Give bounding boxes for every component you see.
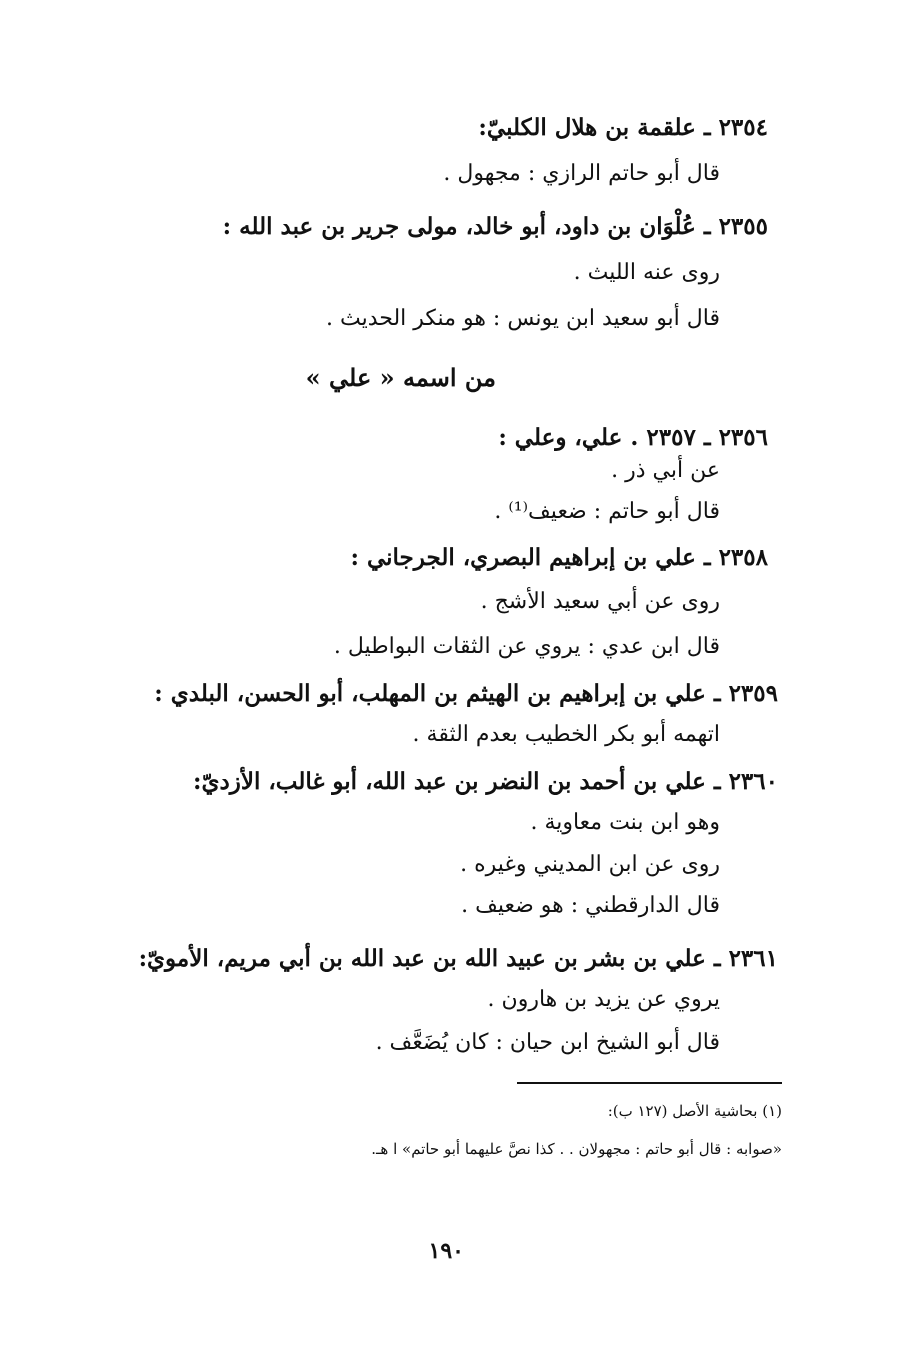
entry-text: اتهمه أبو بكر الخطيب بعدم الثقة . (412, 722, 720, 747)
entry-text: قال أبو حاتم الرازي : مجهول . (443, 161, 720, 186)
entry-text: قال أبو حاتم : ضعيف⁽¹⁾ . (494, 499, 720, 524)
entry-text: قال الدارقطني : هو ضعيف . (461, 893, 720, 918)
entry-text: يروي عن يزيد بن هارون . (487, 987, 720, 1012)
entry-heading: ٢٣٦١ ـ علي بن بشر بن عبيد الله بن عبد الله بن أبي مريم، الأمويّ: (138, 945, 778, 972)
entry-text: روى عن ابن المديني وغيره . (460, 852, 720, 877)
entry-heading: ٢٣٥٩ ـ علي بن إبراهيم بن الهيثم بن المهلب، أبو الحسن، البلدي : (154, 680, 778, 707)
entry-text: قال أبو سعيد ابن يونس : هو منكر الحديث . (326, 306, 720, 331)
entry-heading: ٢٣٥٤ ـ علقمة بن هلال الكلبيّ: (478, 114, 768, 141)
footnote-divider (517, 1082, 782, 1084)
page-number: ١٩٠ (428, 1238, 464, 1264)
footnote: (١) بحاشية الأصل (١٢٧ ب): (607, 1102, 782, 1120)
entry-text: عن أبي ذر . (611, 458, 720, 483)
entry-heading: ٢٣٥٦ ـ ٢٣٥٧ . علي، وعلي : (498, 424, 768, 451)
entry-text: قال أبو الشيخ ابن حيان : كان يُضَعَّف . (375, 1030, 720, 1055)
entry-text: قال ابن عدي : يروي عن الثقات البواطيل . (333, 634, 720, 659)
entry-text: وهو ابن بنت معاوية . (530, 810, 720, 835)
entry-heading: ٢٣٥٨ ـ علي بن إبراهيم البصري، الجرجاني : (350, 544, 768, 571)
section-title: من اسمه « علي » (305, 363, 496, 392)
entry-text: روى عنه الليث . (573, 260, 720, 285)
entry-text: روى عن أبي سعيد الأشج . (480, 589, 720, 614)
footnote: «صوابه : قال أبو حاتم : مجهولان . . كذا نصَّ عليهما أبو حاتم» ا هـ. (371, 1140, 782, 1158)
entry-heading: ٢٣٥٥ ـ عُلْوَان بن داود، أبو خالد، مولى جرير بن عبد الله : (222, 213, 768, 240)
entry-heading: ٢٣٦٠ ـ علي بن أحمد بن النضر بن عبد الله، أبو غالب، الأزديّ: (192, 768, 778, 795)
